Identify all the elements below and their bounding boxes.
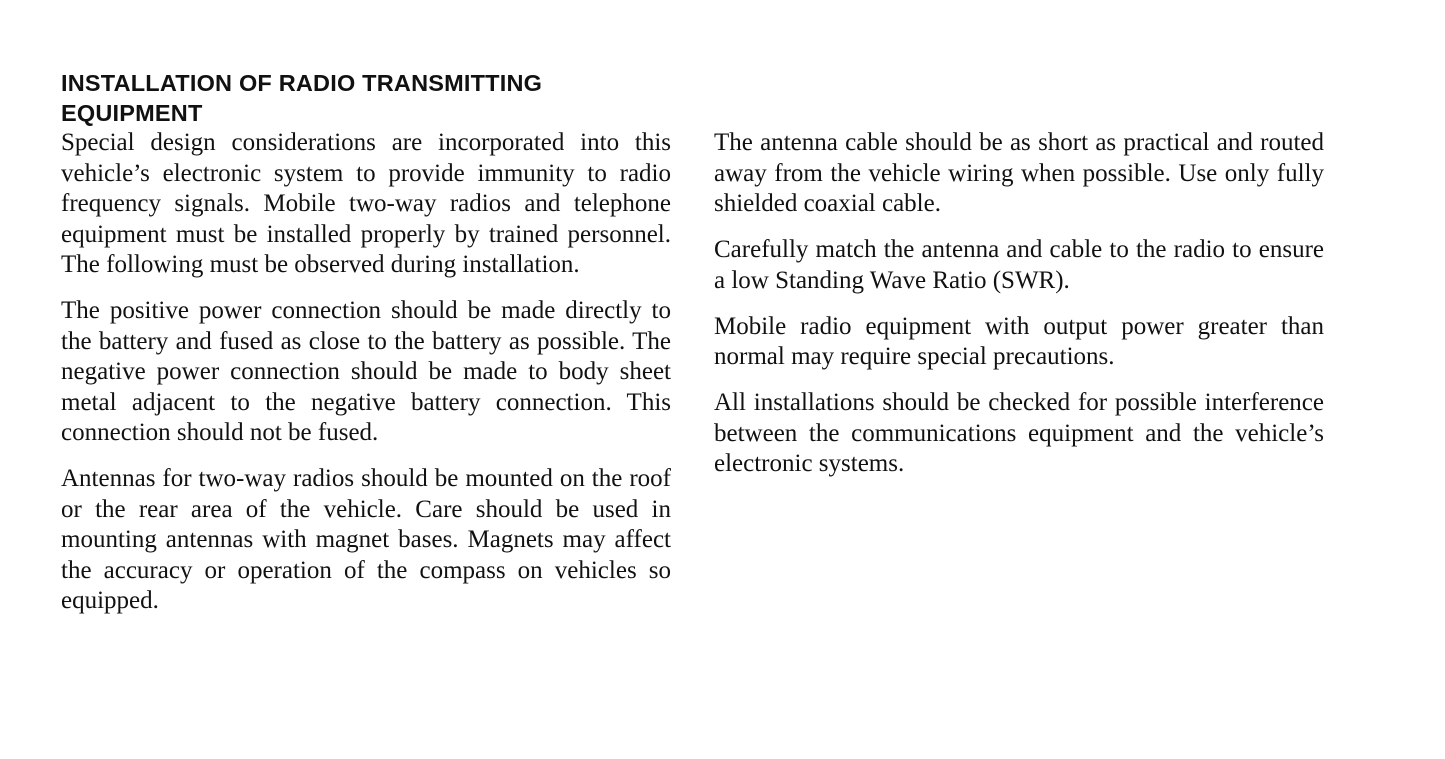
right-column: [714, 128, 1324, 495]
paragraph-power-connection: The positive power connection should be made directly to the battery and fused as close to the battery as possible. The negative power connection should be made to body sheet metal adjacent to the negative battery connection. This connection should not be fused.: [61, 297, 671, 446]
paragraph-output-power: Mobile radio equipment with output power greater than normal may require special precautions.: [714, 312, 1324, 370]
section-heading-line-1: INSTALLATION OF RADIO TRANSMITTING: [61, 70, 543, 96]
paragraph-antenna-mounting: Antennas for two-way radios should be mounted on the roof or the rear area of the vehicle. Care should be used in mounting antennas with magnet bases. Magnets may affect the accuracy or operation of the compass on vehicles so equipped.: [61, 465, 671, 614]
section-heading: [61, 68, 681, 128]
section-heading-line-2: EQUIPMENT: [61, 100, 203, 126]
paragraph-interference-check: All installations should be checked for possible interference between the communications equipment and the vehicle’s electronic systems.: [714, 389, 1324, 477]
paragraph-design-considerations: Special design considerations are incorporated into this vehicle’s electronic system to provide immunity to radio frequency signals. Mobile two-way radios and telephone equipment must be installed properly by trained personnel. The following must be observed during installation.: [61, 129, 671, 278]
paragraph-swr-matching: Carefully match the antenna and cable to the radio to ensure a low Standing Wave Ratio (SWR).: [714, 236, 1324, 294]
paragraph-antenna-cable: The antenna cable should be as short as practical and routed away from the vehicle wiring when possible. Use only fully shielded coaxial cable.: [714, 129, 1324, 217]
left-column: [61, 128, 671, 632]
